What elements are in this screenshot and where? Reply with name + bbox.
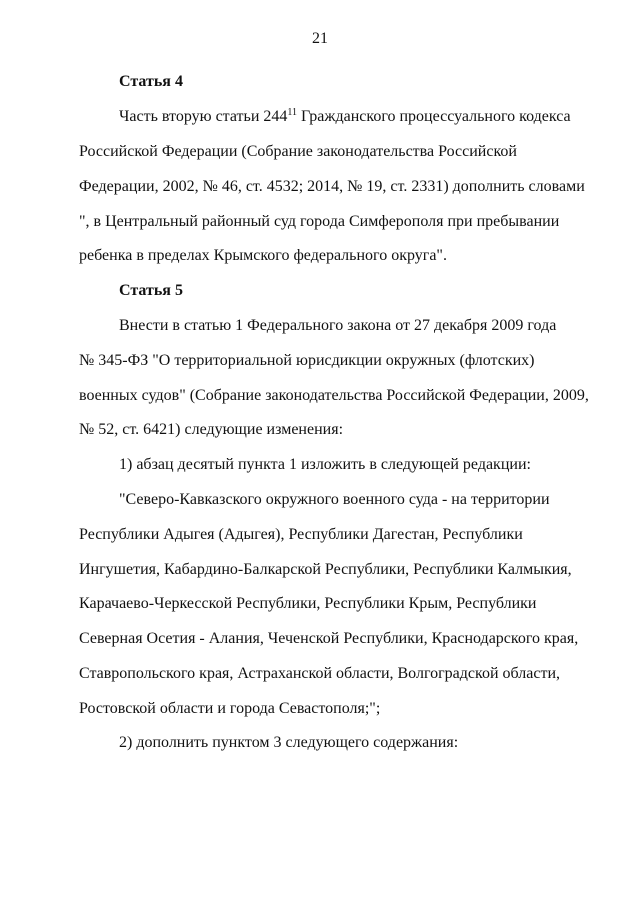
article-4-line-4: ", в Центральный районный суд города Симферополя при пребывании	[79, 213, 560, 230]
article-5-quote-line-3: Ингушетия, Кабардино-Балкарской Республики, Республики Калмыкия,	[79, 561, 572, 578]
article-5-line-3: военных судов" (Собрание законодательства Российской Федерации, 2009,	[79, 387, 589, 404]
article-5-quote-line-6: Ставропольского края, Астраханской области, Волгоградской области,	[79, 665, 561, 682]
article-5-quote-line-2: Республики Адыгея (Адыгея), Республики Дагестан, Республики	[79, 526, 523, 543]
article-5-quote-line-7: Ростовской области и города Севастополя;";	[79, 700, 381, 717]
article-5-line-2: № 345-ФЗ "О территориальной юрисдикции окружных (флотских)	[79, 352, 535, 369]
article-4-line-3: Федерации, 2002, № 46, ст. 4532; 2014, № 19, ст. 2331) дополнить словами	[79, 178, 585, 195]
article-5-line-4: № 52, ст. 6421) следующие изменения:	[79, 421, 344, 438]
article-5-quote-line-5: Северная Осетия - Алания, Чеченской Республики, Краснодарского края,	[79, 630, 579, 647]
article-5-line-1: Внести в статью 1 Федерального закона от 27 декабря 2009 года	[119, 317, 557, 334]
superscript: 11	[287, 107, 298, 118]
page-number: 21	[312, 30, 328, 47]
article-5-item-1: 1) абзац десятый пункта 1 изложить в следующей редакции:	[119, 456, 531, 473]
article-4-line-1-text: Часть вторую статьи 244	[119, 108, 288, 125]
article-5-item-2: 2) дополнить пунктом 3 следующего содержания:	[119, 734, 459, 751]
article-4-line-5: ребенка в пределах Крымского федерального округа".	[79, 247, 447, 264]
article-4-heading: Статья 4	[119, 73, 183, 90]
article-5-quote-line-4: Карачаево-Черкесской Республики, Республики Крым, Республики	[79, 595, 537, 612]
article-4-line-1	[119, 107, 571, 127]
article-4-line-1-suffix: Гражданского процессуального кодекса	[297, 108, 571, 125]
article-5-quote-line-1: "Северо-Кавказского окружного военного суда - на территории	[119, 491, 550, 508]
article-5-heading: Статья 5	[119, 282, 183, 299]
article-4-line-2: Российской Федерации (Собрание законодательства Российской	[79, 143, 517, 160]
